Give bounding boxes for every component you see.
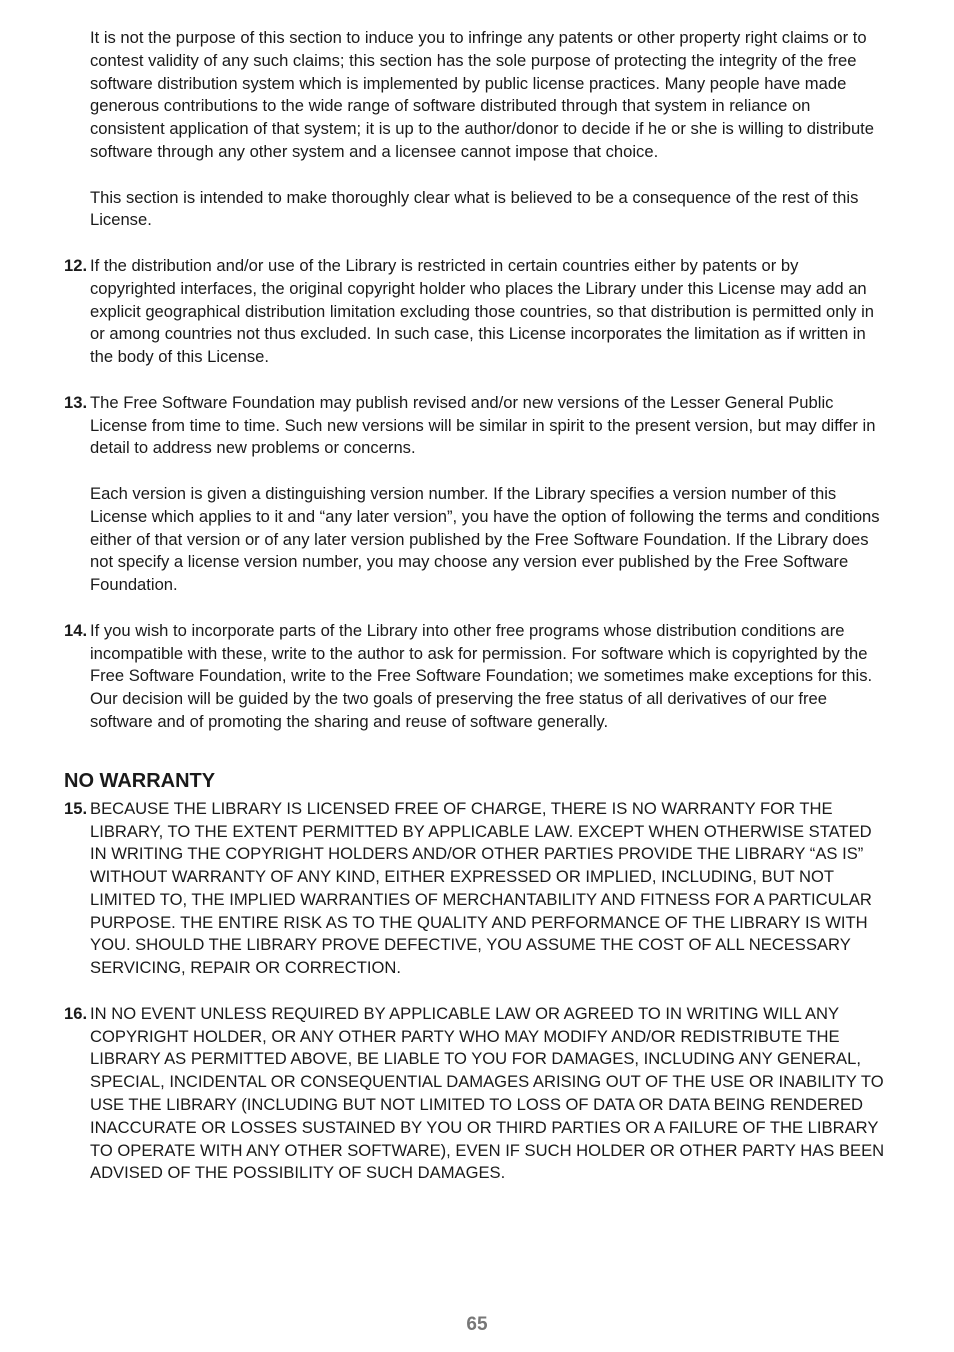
- section-heading-no-warranty: NO WARRANTY: [64, 769, 216, 792]
- page-number: 65: [466, 1314, 488, 1335]
- clause-paragraph: If you wish to incorporate parts of the Library into other free programs whose distribution conditions are incompatible with these, write to the author to ask for permission. For software which is copyrighted by the Free Software Foundation, write to the Free Software Foundation; we sometimes make exceptions for this. Our decision will be guided by the two goals of preserving the free status of all derivatives of our free software and of promoting the sharing and reuse of software generally.: [90, 620, 873, 731]
- clause-paragraph: BECAUSE THE LIBRARY IS LICENSED FREE OF CHARGE, THERE IS NO WARRANTY FOR THE LIBRARY, TO THE EXTENT PERMITTED BY APPLICABLE LAW. EXCEPT WHEN OTHERWISE STATED IN WRITING THE COPYRIGHT HOLDERS AND/OR OTHER PARTIES PROVIDE THE LIBRARY “AS IS” WITHOUT WARRANTY OF ANY KIND, EITHER EXPRESSED OR IMPLIED, INCLUDING, BUT NOT LIMITED TO, THE IMPLIED WARRANTIES OF MERCHANTABILITY AND FITNESS FOR A PARTICULAR PURPOSE. THE ENTIRE RISK AS TO THE QUALITY AND PERFORMANCE OF THE LIBRARY IS WITH YOU. SHOULD THE LIBRARY PROVE DEFECTIVE, YOU ASSUME THE COST OF ALL NECESSARY SERVICING, REPAIR OR CORRECTION.: [90, 798, 872, 978]
- clause-number: 12.: [64, 255, 88, 275]
- clause-number: 15.: [64, 798, 88, 818]
- clause-paragraph: The Free Software Foundation may publish revised and/or new versions of the Lesser General Public License from time to time. Such new versions will be similar in spirit to the present version, but may differ in detail to address new problems or concerns.: [90, 392, 876, 458]
- clause-paragraph: Each version is given a distinguishing version number. If the Library specifies a version number of this License which applies to it and “any later version”, you have the option of following the terms and conditions either of that version or of any later version published by the Free Software Foundation. If the Library does not specify a license version number, you may choose any version ever published by the Free Software Foundation.: [90, 483, 880, 595]
- clause-16: [64, 1003, 886, 1185]
- clause-14: [64, 620, 886, 734]
- clause-paragraph: If the distribution and/or use of the Library is restricted in certain countries either by patents or by copyrighted interfaces, the original copyright holder who places the Library under this License may add an explicit geographical distribution limitation excluding those countries, so that distribution is permitted only in or among countries not thus excluded. In such case, this License incorporates the limitation as if written in the body of this License.: [90, 255, 875, 367]
- page-content: [64, 27, 886, 1208]
- clause-paragraph: IN NO EVENT UNLESS REQUIRED BY APPLICABLE LAW OR AGREED TO IN WRITING WILL ANY COPYRIGHT HOLDER, OR ANY OTHER PARTY WHO MAY MODIFY AND/OR REDISTRIBUTE THE LIBRARY AS PERMITTED ABOVE, BE LIABLE TO YOU FOR DAMAGES, INCLUDING ANY GENERAL, SPECIAL, INCIDENTAL OR CONSEQUENTIAL DAMAGES ARISING OUT OF THE USE OR INABILITY TO USE THE LIBRARY (INCLUDING BUT NOT LIMITED TO LOSS OF DATA OR DATA BEING RENDERED INACCURATE OR LOSSES SUSTAINED BY YOU OR THIRD PARTIES OR A FAILURE OF THE LIBRARY TO OPERATE WITH ANY OTHER SOFTWARE), EVEN IF SUCH HOLDER OR OTHER PARTY HAS BEEN ADVISED OF THE POSSIBILITY OF SUCH DAMAGES.: [90, 1003, 885, 1183]
- clause-15: [64, 798, 886, 980]
- clause-12: [64, 255, 886, 369]
- clause-13: [64, 392, 886, 597]
- clause-number: 14.: [64, 620, 88, 640]
- clause-number: 13.: [64, 392, 88, 412]
- clause-number: 16.: [64, 1003, 88, 1023]
- section-11-paragraph-intent: This section is intended to make thoroughly clear what is believed to be a consequence of the rest of this License.: [90, 187, 859, 230]
- section-11-paragraph-purpose: It is not the purpose of this section to induce you to infringe any patents or other property right claims or to contest validity of any such claims; this section has the sole purpose of protecting the integrity of the free software distribution system which is implemented by public license practices. Many people have made generous contributions to the wide range of software distributed through that system in reliance on consistent application of that system; it is up to the author/donor to decide if he or she is willing to distribute software through any other system and a licensee cannot impose that choice.: [90, 28, 875, 161]
